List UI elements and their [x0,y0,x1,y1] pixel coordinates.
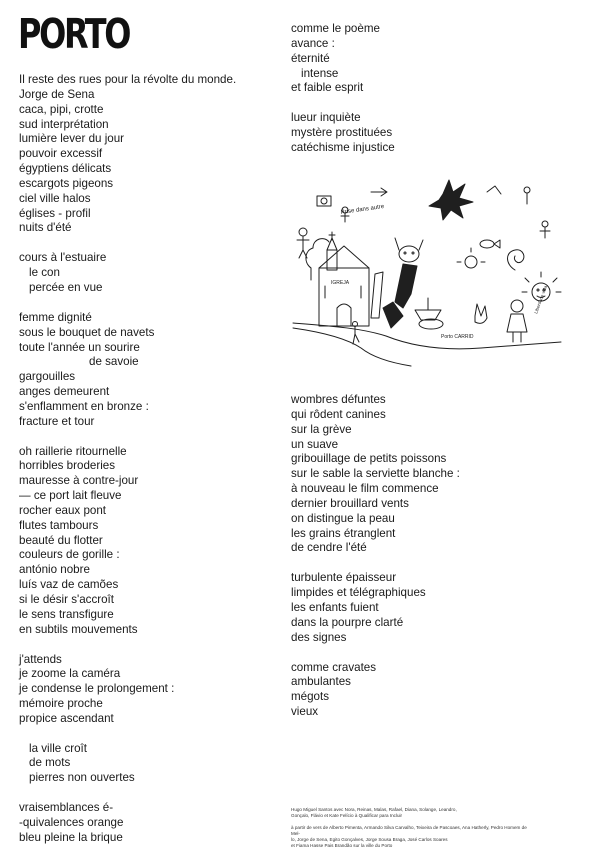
poem-line: éternité [291,51,330,65]
poem-line: dernier brouillard vents [291,496,409,510]
poem-line: de mots [29,756,71,770]
poem-line: Il reste des rues pour la révolte du monde. [19,73,237,86]
illustration-church-sign: IGREJA [331,280,350,286]
poem-line: je condense le prolongement : [19,682,175,696]
poem-line: en subtils mouvements [19,622,138,636]
shore-line [293,328,411,366]
poem-line: vieux [291,705,319,719]
poem-line: j'attends [19,652,62,666]
illustration-signature: Porto CARRID [441,334,474,340]
credits-sources [291,825,531,849]
poem-line: Jorge de Sena [19,87,95,101]
poem-line: cours à l'estuaire [19,251,107,265]
poem-line: le con [29,266,60,280]
poem-line: la ville croît [29,741,87,755]
poem-line: escargots pigeons [19,176,114,190]
star-flower-drawing [429,180,473,220]
poem-line: de savoie [89,355,139,369]
poem-line: et faible esprit [291,81,364,95]
stanza [19,251,284,296]
poem-line: avance : [291,36,335,50]
stanza [291,22,591,96]
poem-line: s'enflamment en bronze : [19,399,149,413]
stanza [291,393,591,556]
poem-line: femme dignité [19,310,92,324]
poem-line: égyptiens délicats [19,162,112,176]
poem-line: le sens transfigure [19,607,114,621]
church-drawing [319,232,369,326]
poem-line: horribles broderies [19,459,116,473]
poem-line: pierres non ouvertes [29,771,135,785]
arrow-drawing [371,188,387,196]
stanza [19,311,284,430]
poem-line: mémoire proche [19,697,103,711]
poem-line: beauté du flotter [19,533,103,547]
child-drawing-illustration [291,176,563,376]
small-sun-drawing [457,248,485,268]
poem-line: toute l'année un sourire [19,340,140,354]
illustration-top-caption: Prise dans autre [340,203,385,216]
tower-drawing [371,272,383,318]
poem-line: couleurs de gorille : [19,548,120,562]
poem-line: mauresse à contre-jour [19,474,139,488]
poem-right-column-bottom [291,393,591,735]
credit-line: Hugo Miguel Santos avec Nora, Reinas, Malas, Rafael, Diana, Solange, Leandro, [291,807,457,812]
girl-figure-drawing [507,300,527,342]
poem-line: mystère prostituées [291,126,393,140]
poem-line: flutes tambours [19,518,99,532]
stanza [291,661,591,720]
poem-line: antónio nobre [19,563,90,577]
poem-line: à nouveau le film commence [291,482,439,496]
poem-line: sous le bouquet de navets [19,325,155,339]
poem-line: anges demeurent [19,385,110,399]
poem-line: mégots [291,690,330,704]
poem-line: sur le sable la serviette blanche : [291,467,460,481]
credit-line: à partir de vers de Alberto Pimenta, Armando Silva Carvalho, Teixeira de Pascoaes, Ana Hatherly, Pedro Homem de Mel- [291,825,527,836]
poem-line: nuits d'été [19,221,72,235]
poem-line: les enfants fuient [291,600,379,614]
poem-line: -quivalences orange [19,815,124,829]
cape-figure-drawing [395,264,417,308]
poem-line: fracture et tour [19,414,95,428]
poem-line: caca, pipi, crotte [19,102,104,116]
dog-drawing [395,238,423,262]
poem-line: propice ascendant [19,711,114,725]
poem-line: sur la grève [291,422,352,436]
poem-line: comme cravates [291,660,377,674]
poem-line [19,727,284,742]
credits-authors [291,807,531,819]
poem-left-column [19,73,284,861]
poem-line: qui rôdent canines [291,407,386,421]
poem-line: percée en vue [29,280,103,294]
stanza [19,653,284,787]
poem-line: — ce port lait fleuve [19,489,122,503]
poem-line: si le désir s'accroît [19,593,114,606]
poem-right-column-top [291,22,591,171]
credits-block [291,807,531,849]
poem-line: un suave [291,437,339,451]
poem-line: ciel ville halos [19,191,91,205]
poem-line: églises - profil [19,206,91,220]
illustration-side-note: Liberdade vida [533,284,549,315]
stanza [19,801,284,846]
stanza [19,445,284,638]
poem-line: bleu pleine la brique [19,830,123,844]
credit-line: et Fiama Hasse Pais Brandão sur la ville du Porto [291,843,393,848]
poem-line: comme le poème [291,22,380,35]
spiral-drawing [508,250,524,270]
poem-line: lueur inquiète [291,111,361,125]
poem-line: dans la pourpre clarté [291,615,404,629]
credit-line: Gonçalo, Flávio et Kate Felício à Qualificar para Incluir [291,813,403,818]
poem-line: de cendre l'été [291,541,367,555]
poem-line: lumière lever du jour [19,132,125,146]
stanza [19,73,284,236]
poem-line: je zoome la caméra [19,667,121,681]
poem-line: les grains étranglent [291,526,396,540]
poem-line: pouvoir excessif [19,147,103,161]
poem-line: on distingue la peau [291,511,395,525]
boat-drawing [415,310,441,320]
poem-line: sud interprétation [19,117,109,131]
poem-line: gribouillage de petits poissons [291,452,447,466]
poem-line: vraisemblances é- [19,801,114,815]
poem-line: des signes [291,630,347,644]
fish-drawing [480,240,494,248]
poem-line: oh raillerie ritournelle [19,444,127,458]
poem-line: catéchisme injustice [291,140,395,154]
hand-drawing [475,304,487,323]
stanza [291,571,591,645]
page-title: PORTO [18,10,130,58]
poem-line: turbulente épaisseur [291,571,397,585]
stanza [291,111,591,156]
poem-line: luís vaz de camões [19,578,119,592]
credit-line: lo, Jorge de Sena, Egito Gonçalves, Jorge Sousa Braga, José Carlos Soares [291,837,448,842]
poem-line: rocher eaux pont [19,503,107,517]
poem-line: gargouilles [19,370,76,384]
poem-line: intense [301,66,339,80]
poem-line: wombres défuntes [291,393,386,406]
poem-line: limpides et télégraphiques [291,586,426,600]
poem-line: ambulantes [291,675,351,689]
tree-drawing [306,239,329,268]
